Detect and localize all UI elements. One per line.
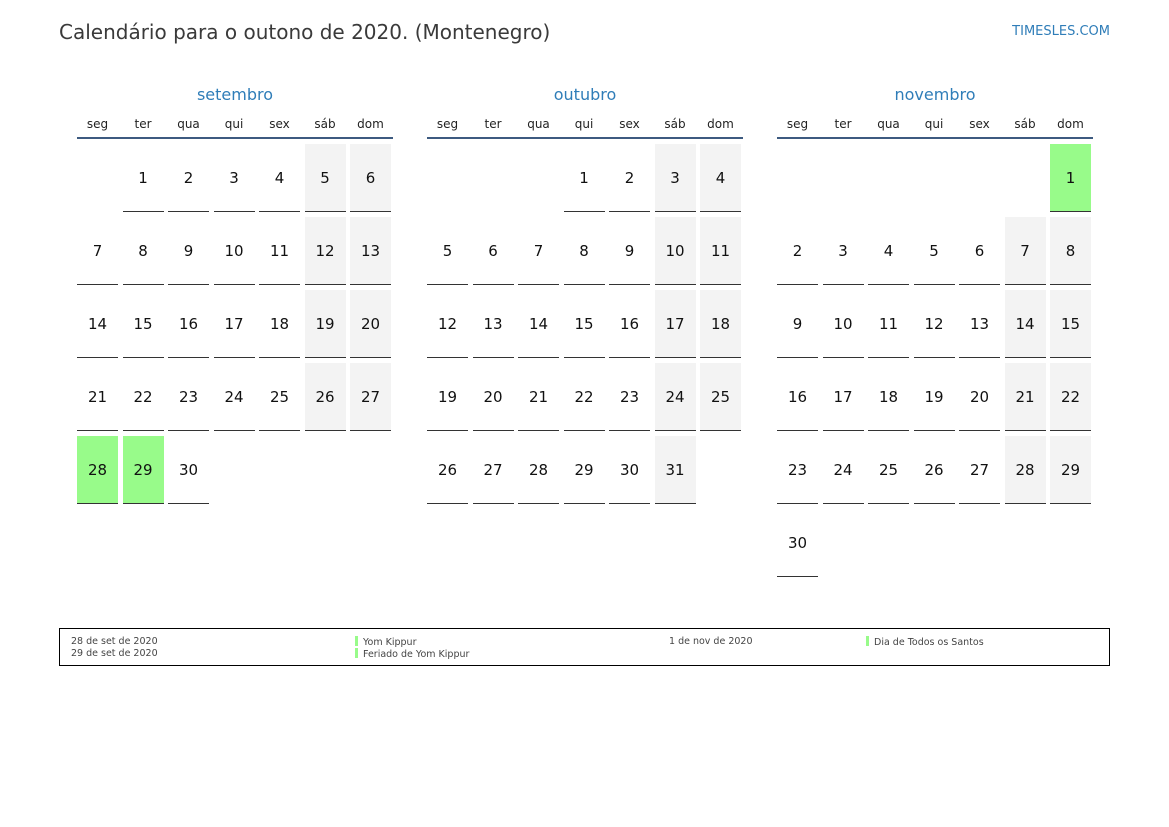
empty-cell	[1005, 509, 1046, 577]
weekday-label: qui	[574, 117, 594, 131]
day-cell[interactable]: 22	[1050, 363, 1091, 431]
day-cell[interactable]: 16	[777, 363, 818, 431]
weekday-header	[777, 115, 1093, 139]
day-cell[interactable]: 28	[518, 436, 559, 504]
empty-cell	[823, 509, 864, 577]
weekday-label: ter	[834, 117, 852, 131]
day-cell[interactable]: 13	[959, 290, 1000, 358]
day-cell[interactable]: 4	[700, 144, 741, 212]
empty-cell	[959, 144, 1000, 212]
day-cell[interactable]: 23	[777, 436, 818, 504]
weekday-label: ter	[134, 117, 152, 131]
day-cell[interactable]: 10	[214, 217, 255, 285]
weekday-label: dom	[357, 117, 384, 131]
day-cell[interactable]: 29	[1050, 436, 1091, 504]
day-cell[interactable]: 3	[655, 144, 696, 212]
legend-date: 28 de set de 2020	[71, 636, 158, 647]
month-october	[427, 84, 743, 504]
day-cell[interactable]: 20	[959, 363, 1000, 431]
legend-dates-left	[71, 636, 158, 660]
empty-cell	[350, 436, 391, 504]
day-cell[interactable]: 2	[168, 144, 209, 212]
day-cell[interactable]: 25	[259, 363, 300, 431]
day-cell[interactable]: 18	[700, 290, 741, 358]
day-cell[interactable]: 12	[914, 290, 955, 358]
empty-cell	[305, 436, 346, 504]
day-cell[interactable]: 21	[1005, 363, 1046, 431]
weekday-label: seg	[86, 117, 109, 131]
day-cell[interactable]: 15	[123, 290, 164, 358]
day-cell[interactable]: 17	[823, 363, 864, 431]
day-cell[interactable]: 8	[1050, 217, 1091, 285]
weekday-label: dom	[1057, 117, 1084, 131]
month-name: setembro	[196, 85, 274, 104]
weekday-label: sáb	[664, 117, 686, 131]
empty-cell	[473, 144, 514, 212]
day-cell[interactable]: 25	[868, 436, 909, 504]
empty-cell	[777, 144, 818, 212]
empty-cell	[214, 436, 255, 504]
page-title: Calendário para o outono de 2020. (Montenegro)	[59, 20, 551, 44]
day-cell[interactable]: 30	[777, 509, 818, 577]
day-cell[interactable]: 5	[914, 217, 955, 285]
day-cell[interactable]: 20	[350, 290, 391, 358]
weekday-label: seg	[786, 117, 809, 131]
day-cell[interactable]: 4	[868, 217, 909, 285]
day-cell[interactable]: 7	[1005, 217, 1046, 285]
day-cell[interactable]: 29	[123, 436, 164, 504]
day-cell[interactable]: 14	[1005, 290, 1046, 358]
weekday-label: sex	[269, 117, 290, 131]
day-cell[interactable]: 29	[564, 436, 605, 504]
day-cell[interactable]: 16	[609, 290, 650, 358]
empty-cell	[1050, 509, 1091, 577]
day-cell[interactable]: 24	[823, 436, 864, 504]
empty-cell	[700, 436, 741, 504]
holiday-marker	[866, 636, 869, 646]
day-cell[interactable]: 26	[305, 363, 346, 431]
weekday-label: qua	[177, 117, 200, 131]
day-cell[interactable]: 28	[77, 436, 118, 504]
day-cell[interactable]: 17	[655, 290, 696, 358]
day-cell[interactable]: 18	[868, 363, 909, 431]
day-cell[interactable]: 21	[518, 363, 559, 431]
weekday-label: qua	[877, 117, 900, 131]
day-cell[interactable]: 15	[564, 290, 605, 358]
weekday-label: sex	[969, 117, 990, 131]
day-cell[interactable]: 22	[564, 363, 605, 431]
legend-date: 1 de nov de 2020	[669, 636, 753, 647]
month-name: novembro	[894, 85, 976, 104]
empty-cell	[518, 144, 559, 212]
empty-cell	[959, 509, 1000, 577]
holiday-marker	[355, 636, 358, 646]
day-cell[interactable]: 6	[350, 144, 391, 212]
month-september	[77, 84, 393, 504]
legend-holiday-name: Feriado de Yom Kippur	[363, 649, 470, 660]
day-cell[interactable]: 14	[518, 290, 559, 358]
weekday-label: sáb	[314, 117, 336, 131]
weekday-header	[77, 115, 393, 139]
day-cell[interactable]: 1	[1050, 144, 1091, 212]
empty-cell	[914, 144, 955, 212]
weekday-label: dom	[707, 117, 734, 131]
day-cell[interactable]: 30	[609, 436, 650, 504]
day-cell[interactable]: 2	[609, 144, 650, 212]
day-cell[interactable]: 12	[427, 290, 468, 358]
day-cell[interactable]: 3	[823, 217, 864, 285]
day-cell[interactable]: 18	[259, 290, 300, 358]
brand-link[interactable]: TIMESLES.COM	[1012, 24, 1110, 39]
empty-cell	[868, 144, 909, 212]
day-cell[interactable]: 1	[564, 144, 605, 212]
day-cell[interactable]: 7	[518, 217, 559, 285]
legend-holiday-name: Yom Kippur	[363, 637, 417, 648]
day-cell[interactable]: 9	[777, 290, 818, 358]
day-cell[interactable]: 11	[259, 217, 300, 285]
day-cell[interactable]: 23	[168, 363, 209, 431]
legend-holiday	[355, 648, 469, 660]
day-cell[interactable]: 22	[123, 363, 164, 431]
day-cell[interactable]: 3	[214, 144, 255, 212]
day-cell[interactable]: 19	[427, 363, 468, 431]
empty-cell	[914, 509, 955, 577]
day-cell[interactable]: 8	[564, 217, 605, 285]
day-cell[interactable]: 4	[259, 144, 300, 212]
day-cell[interactable]: 24	[214, 363, 255, 431]
weekday-label: qui	[924, 117, 944, 131]
day-cell[interactable]: 17	[214, 290, 255, 358]
day-cell[interactable]: 9	[609, 217, 650, 285]
day-grid	[777, 144, 1093, 577]
weekday-label: sáb	[1014, 117, 1036, 131]
day-cell[interactable]: 8	[123, 217, 164, 285]
day-cell[interactable]: 12	[305, 217, 346, 285]
day-cell[interactable]: 28	[1005, 436, 1046, 504]
day-cell[interactable]: 19	[305, 290, 346, 358]
day-cell[interactable]: 27	[350, 363, 391, 431]
empty-cell	[868, 509, 909, 577]
month-name: outubro	[553, 85, 617, 104]
day-cell[interactable]: 26	[427, 436, 468, 504]
weekday-header	[427, 115, 743, 139]
legend-names-right	[866, 636, 984, 648]
day-cell[interactable]: 15	[1050, 290, 1091, 358]
day-cell[interactable]: 16	[168, 290, 209, 358]
day-cell[interactable]: 11	[700, 217, 741, 285]
weekday-label: sex	[619, 117, 640, 131]
holiday-marker	[355, 648, 358, 658]
weekday-label: seg	[436, 117, 459, 131]
legend-holiday	[355, 636, 469, 648]
day-cell[interactable]: 5	[427, 217, 468, 285]
day-cell[interactable]: 10	[823, 290, 864, 358]
day-cell[interactable]: 24	[655, 363, 696, 431]
day-cell[interactable]: 20	[473, 363, 514, 431]
day-cell[interactable]: 1	[123, 144, 164, 212]
day-cell[interactable]: 21	[77, 363, 118, 431]
day-grid	[77, 144, 393, 504]
day-cell[interactable]: 2	[777, 217, 818, 285]
empty-cell	[1005, 144, 1046, 212]
day-cell[interactable]: 26	[914, 436, 955, 504]
weekday-label: qua	[527, 117, 550, 131]
legend-holiday	[866, 636, 984, 648]
day-cell[interactable]: 25	[700, 363, 741, 431]
day-cell[interactable]: 7	[77, 217, 118, 285]
day-cell[interactable]: 23	[609, 363, 650, 431]
day-cell[interactable]: 10	[655, 217, 696, 285]
day-cell[interactable]: 9	[168, 217, 209, 285]
day-cell[interactable]: 30	[168, 436, 209, 504]
day-cell[interactable]: 14	[77, 290, 118, 358]
legend-holiday-name: Dia de Todos os Santos	[874, 637, 984, 648]
day-grid	[427, 144, 743, 504]
month-november	[777, 84, 1093, 577]
empty-cell	[823, 144, 864, 212]
day-cell[interactable]: 6	[473, 217, 514, 285]
day-cell[interactable]: 19	[914, 363, 955, 431]
day-cell[interactable]: 5	[305, 144, 346, 212]
day-cell[interactable]: 31	[655, 436, 696, 504]
holiday-legend	[59, 628, 1110, 666]
day-cell[interactable]: 13	[473, 290, 514, 358]
legend-date: 29 de set de 2020	[71, 648, 158, 659]
legend-names-left	[355, 636, 469, 660]
legend-dates-right	[669, 636, 753, 648]
day-cell[interactable]: 6	[959, 217, 1000, 285]
weekday-label: ter	[484, 117, 502, 131]
day-cell[interactable]: 13	[350, 217, 391, 285]
day-cell[interactable]: 27	[959, 436, 1000, 504]
day-cell[interactable]: 11	[868, 290, 909, 358]
weekday-label: qui	[224, 117, 244, 131]
empty-cell	[259, 436, 300, 504]
empty-cell	[427, 144, 468, 212]
empty-cell	[77, 144, 118, 212]
day-cell[interactable]: 27	[473, 436, 514, 504]
